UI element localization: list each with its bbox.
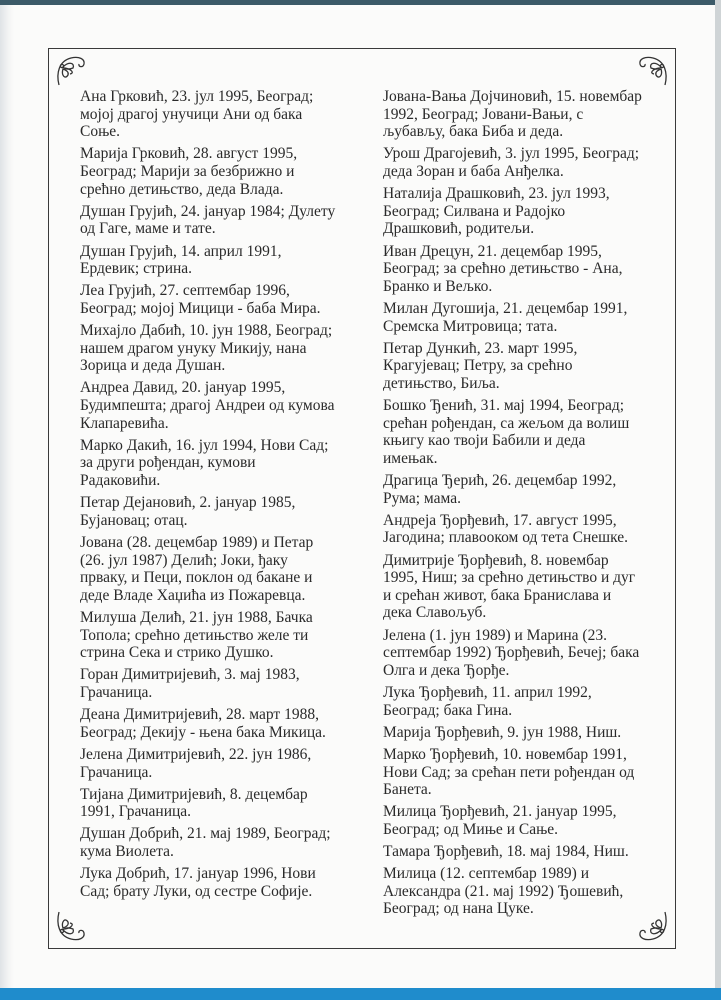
entry-line: за други рођендан, кумови: [80, 454, 256, 472]
dedication-entry: [383, 512, 683, 547]
dedication-entry: [383, 472, 683, 507]
entry-line: Андреа Давид, 20. јануар 1995,: [80, 379, 286, 397]
dedication-entry: [80, 746, 380, 781]
entry-line: Марија Ђорђевић, 9. јун 1988, Ниш.: [383, 723, 622, 741]
entry-line: Лука Добрић, 17. јануар 1996, Нови: [80, 865, 316, 883]
entry-line: мојој драгој унучици Ани од бака: [80, 105, 303, 123]
dedication-entry: [80, 609, 380, 662]
bottom-cover-strip: [0, 988, 721, 1000]
entry-line: Соње.: [80, 123, 121, 141]
entry-line: Јелена Димитријевић, 22. јун 1986,: [80, 745, 312, 763]
entry-line: Душан Грујић, 14. април 1991,: [80, 242, 282, 260]
entry-line: Београд; за срећно детињство - Ана,: [383, 260, 623, 278]
dedication-entry: [383, 724, 683, 742]
page-binding-edge: [0, 5, 14, 990]
entry-line: Радаковићи.: [80, 472, 161, 490]
entry-line: Грачаница.: [80, 683, 153, 701]
entry-line: Топола; срећно детињство желе ти: [80, 626, 309, 644]
entry-line: Сад; брату Луки, од сестре Софије.: [80, 882, 313, 900]
dedication-entry: [383, 88, 683, 141]
entry-line: деда Зоран и баба Анђелка.: [383, 162, 564, 180]
dedication-entry: [383, 243, 683, 296]
entry-line: Андреја Ђорђевић, 17. август 1995,: [383, 511, 617, 529]
entry-line: Београд; мојој Мицици - баба Мира.: [80, 299, 321, 317]
entry-line: Београд; Декију - њена бака Микица.: [80, 723, 326, 741]
entry-line: љубављу, бака Биба и деда.: [383, 123, 564, 141]
entry-line: Душан Грујић, 24. јануар 1984; Дулету: [80, 202, 336, 220]
dedication-entry: [80, 88, 380, 141]
dedication-entry: [80, 534, 380, 604]
dedication-entry: [80, 322, 380, 375]
entry-line: септембар 1992) Ђорђевић, Бечеј; бака: [383, 644, 640, 662]
dedication-entry: [383, 684, 683, 719]
entry-line: детињство, Биља.: [383, 374, 500, 392]
entry-line: Петар Дејановић, 2. јануар 1985,: [80, 494, 296, 512]
dedication-entry: [80, 203, 380, 238]
entry-line: Михајло Дабић, 10. јун 1988, Београд;: [80, 322, 333, 340]
entry-line: Милан Дугошија, 21. децембар 1991,: [383, 299, 628, 317]
entry-line: Ердевик; стрина.: [80, 260, 193, 278]
entry-line: Иван Дрецун, 21. децембар 1995,: [383, 242, 602, 260]
entry-line: Олга и дека Ђорђе.: [383, 661, 510, 679]
floral-corner-ornament-icon: [53, 908, 89, 944]
right-page-edge: [715, 0, 721, 1000]
dedication-entry: [80, 494, 380, 529]
entry-line: Драгица Ђерић, 26. децембар 1992,: [383, 472, 617, 490]
dedication-entry: [80, 282, 380, 317]
dedication-entry: [80, 865, 380, 900]
entry-line: Будимпешта; драгој Андреи од кумова: [80, 397, 335, 415]
dedication-entry: [80, 145, 380, 198]
dedication-entry: [383, 300, 683, 335]
entry-line: прваку, и Пеци, поклон од бакане и: [80, 569, 313, 587]
entry-line: дека Славољуб.: [383, 604, 487, 622]
entry-line: од Гаге, маме и тате.: [80, 220, 216, 238]
entry-line: Јелена (1. јун 1989) и Марина (23.: [383, 626, 607, 644]
entry-line: Петар Дункић, 23. март 1995,: [383, 339, 578, 357]
entry-line: Београд; од Миње и Сање.: [383, 820, 559, 838]
entry-line: Банета.: [383, 781, 432, 799]
dedication-entry: [80, 437, 380, 490]
dedication-entry: [383, 340, 683, 393]
entry-line: Леа Грујић, 27. септембар 1996,: [80, 282, 290, 300]
entry-line: Бујановац; отац.: [80, 511, 188, 529]
dedication-entry: [80, 706, 380, 741]
entry-line: књигу као твоји Бабили и деда: [383, 432, 586, 450]
entry-line: Милица Ђорђевић, 21. јануар 1995,: [383, 803, 617, 821]
entry-line: кума Виолета.: [80, 843, 174, 861]
dedication-entry: [383, 627, 683, 680]
dedication-entry: [383, 803, 683, 838]
entry-line: Београд; Марији за безбрижно и: [80, 162, 295, 180]
entry-line: Лука Ђорђевић, 11. април 1992,: [383, 683, 592, 701]
top-edge-strip: [0, 0, 721, 5]
entry-line: имењак.: [383, 449, 438, 467]
dedication-entry: [383, 185, 683, 238]
entry-line: 1991, Грачаница.: [80, 803, 192, 821]
entry-line: срећно детињство, деда Влада.: [80, 180, 284, 198]
entry-line: Грачаница.: [80, 763, 153, 781]
entry-line: Бошко Ђенић, 31. мај 1994, Београд;: [383, 397, 625, 415]
entry-line: Марко Ђорђевић, 10. новембар 1991,: [383, 745, 627, 763]
entry-line: 1995, Ниш; за срећно детињство и дуг: [383, 569, 636, 587]
entry-line: Тамара Ђорђевић, 18. мај 1984, Ниш.: [383, 843, 629, 861]
entry-line: Зорица и деда Душан.: [80, 357, 226, 375]
entry-line: Рума; мама.: [383, 489, 461, 507]
dedication-entry: [383, 552, 683, 622]
entry-line: и срећан живот, бака Бранислава и: [383, 586, 612, 604]
right-column: [383, 88, 683, 923]
entry-line: Деана Димитријевић, 28. март 1988,: [80, 706, 319, 724]
entry-line: Ана Грковић, 23. јул 1995, Београд;: [80, 88, 314, 105]
entry-line: Клапаревића.: [80, 414, 169, 432]
entry-line: Душан Добрић, 21. мај 1989, Београд;: [80, 825, 331, 843]
entry-line: нашем драгом унуку Микију, нана: [80, 339, 307, 357]
entry-line: Јована (28. децембар 1989) и Петар: [80, 534, 314, 551]
entry-line: Тијана Димитријевић, 8. децембар: [80, 785, 308, 803]
dedication-entry: [383, 397, 683, 467]
entry-line: Милуша Делић, 21. јун 1988, Бачка: [80, 608, 313, 626]
entry-line: Јована-Вања Дојчиновић, 15. новембар: [383, 88, 642, 105]
entry-line: 1992, Београд; Јовани-Вањи, с: [383, 105, 584, 123]
entry-line: Марија Грковић, 28. август 1995,: [80, 145, 298, 163]
dedication-entry: [80, 825, 380, 860]
dedication-entry: [383, 843, 683, 861]
dedication-entry: [80, 379, 380, 432]
dedication-entry: [80, 666, 380, 701]
entry-line: Димитрије Ђорђевић, 8. новембар: [383, 551, 609, 569]
dedication-entry: [383, 145, 683, 180]
entry-line: Горан Димитријевић, 3. мај 1983,: [80, 666, 300, 684]
entry-line: Београд; од нана Цуке.: [383, 900, 534, 918]
entry-line: Марко Дакић, 16. јул 1994, Нови Сад;: [80, 436, 329, 454]
dedication-entry: [383, 865, 683, 918]
entry-line: Крагујевац; Петру, за срећно: [383, 357, 573, 375]
entry-line: деде Владе Хаџића из Пожаревца.: [80, 586, 306, 604]
entry-line: Бранко и Вељко.: [383, 277, 493, 295]
entry-line: Урош Драгојевић, 3. јул 1995, Београд;: [383, 145, 640, 163]
entry-line: Александра (21. мај 1992) Ђошевић,: [383, 882, 624, 900]
dedication-entry: [80, 786, 380, 821]
entry-line: (26. јул 1987) Делић; Јоки, ђаку: [80, 551, 288, 569]
entry-line: срећан рођендан, са жељом да волиш: [383, 414, 630, 432]
entry-line: Драшковић, родитељи.: [383, 220, 535, 238]
entry-line: Нови Сад; за срећан пети рођендан од: [383, 763, 635, 781]
dedication-entry: [383, 746, 683, 799]
entry-line: Милица (12. септембар 1989) и: [383, 865, 589, 883]
entry-line: Београд; бака Гина.: [383, 701, 513, 719]
dedication-entry: [80, 243, 380, 278]
entry-line: Сремска Митровица; тата.: [383, 317, 558, 335]
entry-line: стрина Сека и стрико Душко.: [80, 644, 274, 662]
entry-line: Наталија Драшковић, 23. јул 1993,: [383, 185, 610, 203]
floral-corner-ornament-icon: [53, 53, 89, 89]
entry-line: Јагодина; плавооком од тета Снешке.: [383, 529, 629, 547]
floral-corner-ornament-icon: [635, 53, 671, 89]
entry-line: Београд; Силвана и Радојко: [383, 202, 566, 220]
left-column: [80, 88, 380, 905]
